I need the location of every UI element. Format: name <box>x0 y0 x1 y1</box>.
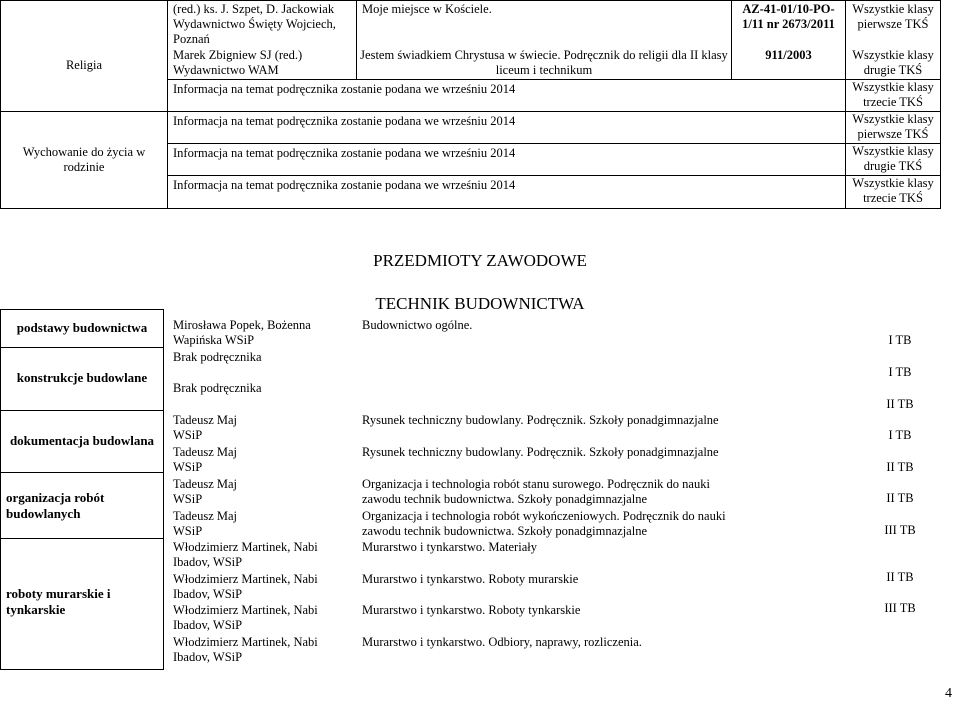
author-6: Tadeusz Maj WSiP <box>173 477 238 506</box>
author-11: Włodzimierz Martinek, Nabi Ibadov, WSiP <box>173 635 318 664</box>
r2-title: Jestem świadkiem Chrystusa w świecie. Podręcznik do religii dla II klasy liceum i technikum <box>360 48 728 77</box>
author-7: Tadeusz Maj WSiP <box>173 509 238 538</box>
subject-podstawy-budownictwa: podstawy budownictwa <box>16 320 148 335</box>
class-9: III TB <box>884 601 916 615</box>
w3-info: Informacja na temat podręcznika zostanie podana we wrześniu 2014 <box>173 178 516 192</box>
w2-class: Wszystkie klasy drugie TKŚ <box>852 144 934 173</box>
title-4: Rysunek techniczny budowlany. Podręcznik. Szkoły ponadgimnazjalne <box>362 413 719 427</box>
author-3: Brak podręcznika <box>173 381 262 395</box>
author-5: Tadeusz Maj WSiP <box>173 445 238 474</box>
r3-class: Wszystkie klasy trzecie TKŚ <box>852 80 934 109</box>
subject-dokumentacja-budowlana: dokumentacja budowlana <box>9 433 155 448</box>
title-6: Organizacja i technologia robót stanu surowego. Podręcznik do nauki zawodu technik budownictwa. Szkoły ponadgimnazjalne <box>362 477 710 506</box>
subject-organizacja-robot: organizacja robót budowlanych <box>6 490 105 521</box>
r3-info: Informacja na temat podręcznika zostanie podana we wrześniu 2014 <box>173 82 516 96</box>
w1-info: Informacja na temat podręcznika zostanie podana we wrześniu 2014 <box>173 114 516 128</box>
r1-title: Moje miejsce w Kościele. <box>362 2 492 16</box>
subject-religia: Religia <box>65 58 103 72</box>
author-8: Włodzimierz Martinek, Nabi Ibadov, WSiP <box>173 540 318 569</box>
title-8: Murarstwo i tynkarstwo. Materiały <box>362 540 537 554</box>
author-2: Brak podręcznika <box>173 350 262 364</box>
r2-number: 911/2003 <box>765 48 812 62</box>
class-5: II TB <box>886 460 914 474</box>
class-4: I TB <box>888 428 912 442</box>
class-6: II TB <box>886 491 914 505</box>
title-10: Murarstwo i tynkarstwo. Roboty tynkarskie <box>362 603 581 617</box>
w2-info: Informacja na temat podręcznika zostanie podana we wrześniu 2014 <box>173 146 516 160</box>
class-8: II TB <box>886 570 914 584</box>
r1-author: (red.) ks. J. Szpet, D. Jackowiak Wydawnictwo Święty Wojciech, Poznań <box>173 2 336 46</box>
page-number: 4 <box>945 686 952 701</box>
r1-number: AZ-41-01/10-PO-1/11 nr 2673/2011 <box>742 2 835 31</box>
author-4: Tadeusz Maj WSiP <box>173 413 238 442</box>
title-9: Murarstwo i tynkarstwo. Roboty murarskie <box>362 572 579 586</box>
subsection-title: TECHNIK BUDOWNICTWA <box>375 294 585 313</box>
subject-wdz: Wychowanie do życia w rodzinie <box>22 145 146 174</box>
class-3: II TB <box>886 397 914 411</box>
title-7: Organizacja i technologia robót wykończeniowych. Podręcznik do nauki zawodu technik budownictwa. Szkoły ponadgimnazjalne <box>362 509 726 538</box>
r2-author: Marek Zbigniew SJ (red.) Wydawnictwo WAM <box>173 48 303 77</box>
r1-class: Wszystkie klasy pierwsze TKŚ <box>852 2 934 31</box>
section-title: PRZEDMIOTY ZAWODOWE <box>373 251 587 270</box>
class-7: III TB <box>884 523 916 537</box>
r2-class: Wszystkie klasy drugie TKŚ <box>852 48 934 77</box>
subject-roboty-murarskie: roboty murarskie i tynkarskie <box>6 586 111 617</box>
title-5: Rysunek techniczny budowlany. Podręcznik. Szkoły ponadgimnazjalne <box>362 445 719 459</box>
author-9: Włodzimierz Martinek, Nabi Ibadov, WSiP <box>173 572 318 601</box>
author-10: Włodzimierz Martinek, Nabi Ibadov, WSiP <box>173 603 318 632</box>
class-1: I TB <box>888 333 912 347</box>
subject-konstrukcje-budowlane: konstrukcje budowlane <box>16 370 148 385</box>
w3-class: Wszystkie klasy trzecie TKŚ <box>852 176 934 205</box>
author-1: Mirosława Popek, Bożenna Wapińska WSiP <box>173 318 311 347</box>
class-2: I TB <box>888 365 912 379</box>
w1-class: Wszystkie klasy pierwsze TKŚ <box>852 112 934 141</box>
title-11: Murarstwo i tynkarstwo. Odbiory, naprawy, rozliczenia. <box>362 635 642 649</box>
title-1: Budownictwo ogólne. <box>362 318 473 332</box>
